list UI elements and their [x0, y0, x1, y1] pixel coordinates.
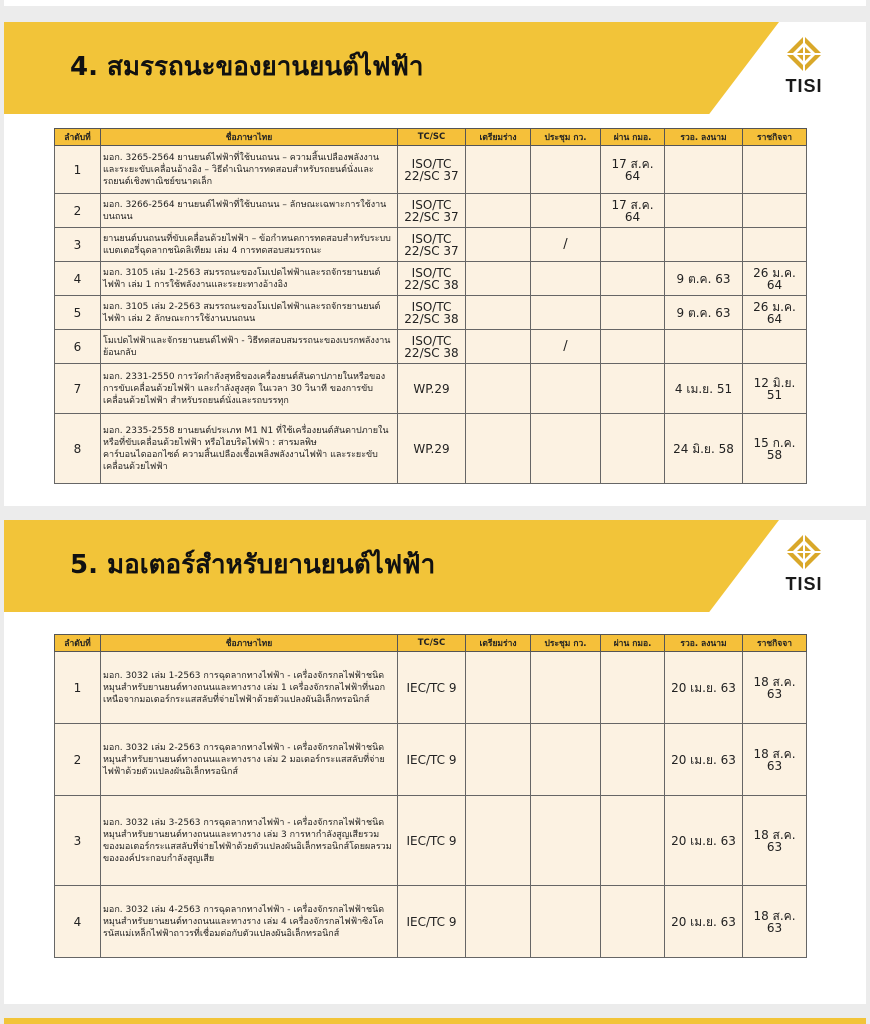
standards-table-section-5 [54, 634, 807, 958]
standard-name: มอก. 3105 เล่ม 2-2563 สมรรถนะของโมเปดไฟฟ้าและรถจักรยานยนต์ไฟฟ้า เล่ม 2 ลักษณะการใช้งานบนถนน [101, 296, 398, 330]
standard-name: มอก. 2331-2550 การวัดกำลังสุทธิของเครื่องยนต์สันดาปภายในหรือของการขับเคลื่อนด้วยไฟฟ้า และกำลังสูงสุด ในเวลา 30 วินาที ของการขับเคลื่อนด้วยไฟฟ้า สำหรับรถยนต์นั่งและรถบรรทุก [101, 364, 398, 414]
table-row [55, 194, 807, 228]
col-header: เตรียมร่าง [466, 129, 531, 146]
meeting-cell: / [531, 330, 601, 364]
page-title: 5. มอเตอร์สำหรับยานยนต์ไฟฟ้า [70, 550, 436, 580]
sign-cell: 4 เม.ย. 51 [665, 364, 743, 414]
sign-cell: 20 เม.ย. 63 [665, 886, 743, 958]
table-header-row [55, 129, 807, 146]
table-row [55, 414, 807, 484]
pass-cell [601, 724, 665, 796]
prep-cell [466, 146, 531, 194]
col-header: ราชกิจจา [743, 129, 807, 146]
row-number: 7 [55, 364, 101, 414]
tc-line-2: 22/SC 37 [404, 209, 459, 224]
pass-cell [601, 652, 665, 724]
row-number: 2 [55, 724, 101, 796]
meeting-cell [531, 364, 601, 414]
col-header: ลำดับที่ [55, 635, 101, 652]
tc-line-1: ISO/TC [411, 265, 452, 280]
pass-cell [601, 796, 665, 886]
pass-cell [601, 886, 665, 958]
gazette-cell: 18 ส.ค. 63 [743, 886, 807, 958]
tc-line-1: WP.29 [413, 381, 450, 396]
meeting-cell: / [531, 228, 601, 262]
tc-line-1: ISO/TC [411, 156, 452, 171]
pass-cell [601, 296, 665, 330]
meeting-cell [531, 724, 601, 796]
pass-cell [601, 330, 665, 364]
col-header: ชื่อภาษาไทย [101, 635, 398, 652]
standard-name: มอก. 3265-2564 ยานยนต์ไฟฟ้าที่ใช้บนถนน – ความสิ้นเปลืองพลังงานและระยะขับเคลื่อนอ้างอิง – วิธีดำเนินการทดสอบสำหรับรถยนต์นั่งและรถยนต์เชิงพาณิชย์ขนาดเล็ก [101, 146, 398, 194]
row-number: 3 [55, 228, 101, 262]
next-slide-edge [4, 1018, 866, 1024]
sign-cell: 9 ต.ค. 63 [665, 296, 743, 330]
tc-sc-cell: IEC/TC 9 [398, 796, 466, 886]
meeting-cell [531, 414, 601, 484]
row-number: 6 [55, 330, 101, 364]
table-row [55, 262, 807, 296]
prep-cell [466, 886, 531, 958]
standard-name: มอก. 3032 เล่ม 4-2563 การฉุดลากทางไฟฟ้า - เครื่องจักรกลไฟฟ้าชนิดหมุนสำหรับยานยนต์ทางถนนและทางราง เล่ม 4 เครื่องจักรกลไฟฟ้าซิงโครนัสแม่เหล็กไฟฟ้าถาวรที่เชื่อมต่อกับตัวแปลงผันอิเล็กทรอนิกส์ [101, 886, 398, 958]
pass-cell [601, 262, 665, 296]
meeting-cell [531, 262, 601, 296]
col-header: TC/SC [398, 129, 466, 146]
meeting-cell [531, 194, 601, 228]
logo-text: TISI [785, 574, 823, 594]
tc-line-1: ISO/TC [411, 231, 452, 246]
prep-cell [466, 652, 531, 724]
sign-cell: 20 เม.ย. 63 [665, 652, 743, 724]
pass-cell [601, 228, 665, 262]
gazette-cell: 12 มิ.ย. 51 [743, 364, 807, 414]
tc-line-2: 22/SC 38 [404, 345, 459, 360]
previous-slide-edge [4, 0, 866, 6]
prep-cell [466, 364, 531, 414]
gazette-cell: 18 ส.ค. 63 [743, 652, 807, 724]
standard-name: โมเปดไฟฟ้าและจักรยานยนต์ไฟฟ้า - วิธีทดสอบสมรรถนะของเบรกพลังงานย้อนกลับ [101, 330, 398, 364]
logo-text: TISI [785, 76, 823, 96]
tisi-logo [780, 532, 828, 595]
meeting-cell [531, 652, 601, 724]
slide-section-5 [4, 520, 866, 1004]
meeting-cell [531, 796, 601, 886]
prep-cell [466, 296, 531, 330]
tc-line-1: WP.29 [413, 441, 450, 456]
gazette-cell [743, 146, 807, 194]
pass-cell [601, 414, 665, 484]
tc-sc-cell [398, 146, 466, 194]
gazette-cell [743, 228, 807, 262]
row-number: 3 [55, 796, 101, 886]
prep-cell [466, 330, 531, 364]
sign-cell [665, 228, 743, 262]
standard-name: มอก. 2335-2558 ยานยนต์ประเภท M1 N1 ที่ใช้เครื่องยนต์สันดาปภายใน หรือที่ขับเคลื่อนด้วยไฟฟ้า หรือไฮบริดไฟฟ้า : สารมลพิษ คาร์บอนไดออกไซด์ ความสิ้นเปลืองเชื้อเพลิงพลังงานไฟฟ้า และระยะขับเคลื่อนด้วยไฟฟ้า [101, 414, 398, 484]
table-row [55, 330, 807, 364]
sign-cell [665, 194, 743, 228]
standard-name: มอก. 3032 เล่ม 2-2563 การฉุดลากทางไฟฟ้า - เครื่องจักรกลไฟฟ้าชนิดหมุนสำหรับยานยนต์ทางถนนและทางราง เล่ม 2 มอเตอร์กระแสสลับที่จ่ายไฟฟ้าด้วยตัวแปลงผันอิเล็กทรอนิกส์ [101, 724, 398, 796]
col-header: รวอ. ลงนาม [665, 635, 743, 652]
pass-cell: 17 ส.ค. 64 [601, 146, 665, 194]
meeting-cell [531, 296, 601, 330]
standards-table-section-4 [54, 128, 807, 484]
meeting-cell [531, 146, 601, 194]
row-number: 1 [55, 146, 101, 194]
prep-cell [466, 796, 531, 886]
row-number: 4 [55, 886, 101, 958]
col-header: ประชุม กว. [531, 635, 601, 652]
page-title: 4. สมรรถนะของยานยนต์ไฟฟ้า [70, 52, 424, 82]
standard-name: ยานยนต์บนถนนที่ขับเคลื่อนด้วยไฟฟ้า – ข้อกำหนดการทดสอบสำหรับระบบแบตเตอรี่ฉุดลากชนิดลิเทียม เล่ม 4 การทดสอบสมรรถนะ [101, 228, 398, 262]
sign-cell: 24 มิ.ย. 58 [665, 414, 743, 484]
col-header: TC/SC [398, 635, 466, 652]
tc-sc-cell [398, 194, 466, 228]
gazette-cell: 18 ส.ค. 63 [743, 796, 807, 886]
prep-cell [466, 194, 531, 228]
tc-sc-cell: IEC/TC 9 [398, 724, 466, 796]
sign-cell: 9 ต.ค. 63 [665, 262, 743, 296]
tc-line-1: ISO/TC [411, 333, 452, 348]
tc-sc-cell: IEC/TC 9 [398, 652, 466, 724]
tc-sc-cell [398, 414, 466, 484]
col-header: เตรียมร่าง [466, 635, 531, 652]
gazette-cell [743, 194, 807, 228]
col-header: ชื่อภาษาไทย [101, 129, 398, 146]
table-row [55, 724, 807, 796]
row-number: 5 [55, 296, 101, 330]
tc-sc-cell [398, 330, 466, 364]
col-header: ราชกิจจา [743, 635, 807, 652]
tisi-logo-icon [784, 34, 824, 74]
table-row [55, 296, 807, 330]
slide-section-4 [4, 22, 866, 506]
pass-cell [601, 364, 665, 414]
standard-name: มอก. 3032 เล่ม 3-2563 การฉุดลากทางไฟฟ้า - เครื่องจักรกลไฟฟ้าชนิดหมุนสำหรับยานยนต์ทางถนนและทางราง เล่ม 3 การหากำลังสูญเสียรวมของมอเตอร์กระแสสลับที่จ่ายไฟฟ้าด้วยตัวแปลงผันอิเล็กทรอนิกส์โดยผลรวมขององค์ประกอบกำลังสูญเสีย [101, 796, 398, 886]
table-row [55, 796, 807, 886]
tc-sc-cell [398, 296, 466, 330]
prep-cell [466, 262, 531, 296]
row-number: 2 [55, 194, 101, 228]
col-header: ผ่าน กมอ. [601, 635, 665, 652]
sign-cell [665, 330, 743, 364]
gazette-cell: 15 ก.ค. 58 [743, 414, 807, 484]
tc-line-2: 22/SC 37 [404, 168, 459, 183]
gazette-cell [743, 330, 807, 364]
prep-cell [466, 724, 531, 796]
row-number: 8 [55, 414, 101, 484]
tc-line-2: 22/SC 37 [404, 243, 459, 258]
tc-sc-cell [398, 364, 466, 414]
col-header: ประชุม กว. [531, 129, 601, 146]
standard-name: มอก. 3266-2564 ยานยนต์ไฟฟ้าที่ใช้บนถนน – ลักษณะเฉพาะการใช้งานบนถนน [101, 194, 398, 228]
tc-line-1: ISO/TC [411, 197, 452, 212]
standard-name: มอก. 3032 เล่ม 1-2563 การฉุดลากทางไฟฟ้า - เครื่องจักรกลไฟฟ้าชนิดหมุนสำหรับยานยนต์ทางถนนและทางราง เล่ม 1 เครื่องจักรกลไฟฟ้าที่นอกเหนือจากมอเตอร์กระแสสลับที่จ่ายไฟฟ้าด้วยตัวแปลงผันอิเล็กทรอนิกส์ [101, 652, 398, 724]
tc-line-2: 22/SC 38 [404, 277, 459, 292]
gazette-cell: 26 ม.ค. 64 [743, 296, 807, 330]
tc-sc-cell: IEC/TC 9 [398, 886, 466, 958]
col-header: รวอ. ลงนาม [665, 129, 743, 146]
gazette-cell: 18 ส.ค. 63 [743, 724, 807, 796]
prep-cell [466, 228, 531, 262]
table-header-row [55, 635, 807, 652]
tisi-logo-icon [784, 532, 824, 572]
col-header: ผ่าน กมอ. [601, 129, 665, 146]
tc-sc-cell [398, 228, 466, 262]
pass-cell: 17 ส.ค. 64 [601, 194, 665, 228]
sign-cell: 20 เม.ย. 63 [665, 724, 743, 796]
tc-sc-cell [398, 262, 466, 296]
table-row [55, 146, 807, 194]
sign-cell [665, 146, 743, 194]
row-number: 1 [55, 652, 101, 724]
table-row [55, 652, 807, 724]
tisi-logo [780, 34, 828, 97]
standard-name: มอก. 3105 เล่ม 1-2563 สมรรถนะของโมเปดไฟฟ้าและรถจักรยานยนต์ไฟฟ้า เล่ม 1 การใช้พลังงานและระยะทางอ้างอิง [101, 262, 398, 296]
row-number: 4 [55, 262, 101, 296]
meeting-cell [531, 886, 601, 958]
col-header: ลำดับที่ [55, 129, 101, 146]
tc-line-2: 22/SC 38 [404, 311, 459, 326]
tc-line-1: ISO/TC [411, 299, 452, 314]
table-row [55, 886, 807, 958]
table-row [55, 228, 807, 262]
gazette-cell: 26 ม.ค. 64 [743, 262, 807, 296]
prep-cell [466, 414, 531, 484]
sign-cell: 20 เม.ย. 63 [665, 796, 743, 886]
table-row [55, 364, 807, 414]
